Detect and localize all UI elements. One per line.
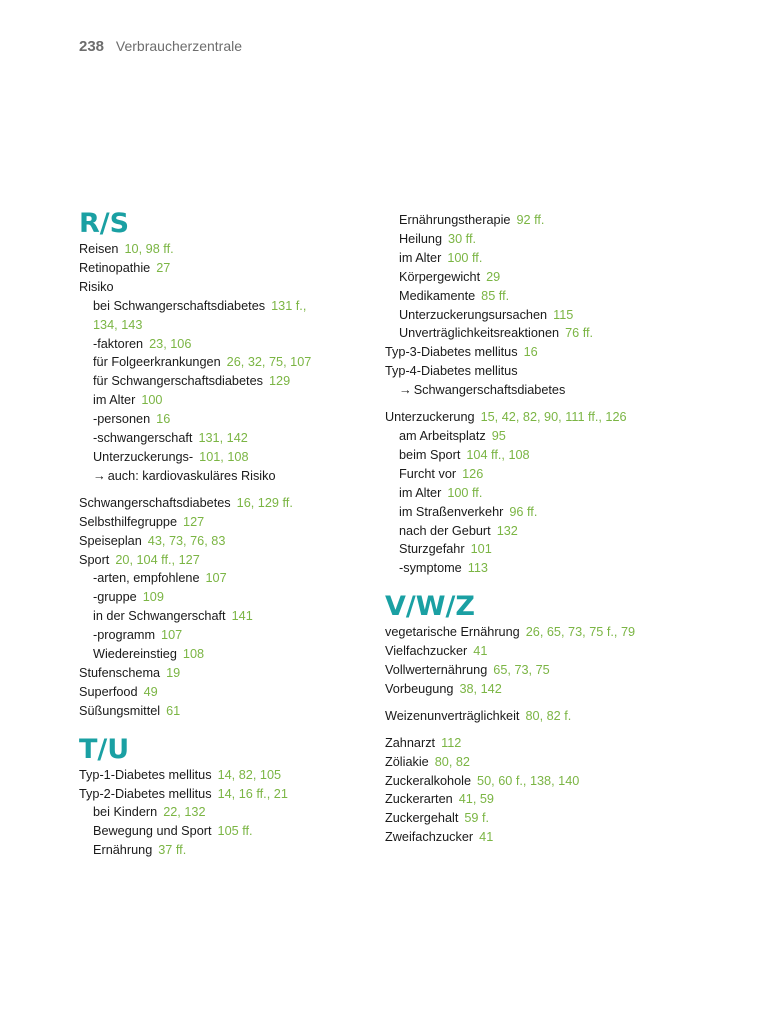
index-entry: Vielfachzucker 41 [385,644,488,659]
running-title: Verbraucherzentrale [115,38,242,54]
index-entry: Retinopathie 27 [79,260,171,275]
index-subentry: Heilung 30 ff. [399,231,477,246]
index-subentry: -schwangerschaft 131, 142 [93,431,248,446]
index-subentry: im Straßenverkehr 96 ff. [399,504,538,519]
index-entry: Sport 20, 104 ff., 127 [79,552,200,567]
section-heading-vwz: V/W/Z [385,591,475,623]
index-crossref: → Schwangerschaftsdiabetes [399,383,566,398]
index-entry: Zuckeralkohole 50, 60 f., 138, 140 [385,773,580,788]
index-subentry: -faktoren 23, 106 [93,336,192,351]
index-subentry: bei Kindern 22, 132 [93,805,206,820]
index-entry: Unterzuckerung 15, 42, 82, 90, 111 ff., 126 [385,410,627,425]
index-entry: Typ-3-Diabetes mellitus 16 [385,345,538,360]
index-entry: vegetarische Ernährung 26, 65, 73, 75 f., 79 [385,625,636,640]
index-subentry: Medikamente 85 ff. [399,288,510,303]
index-subentry: nach der Geburt 132 [399,523,518,538]
index-subentry: -symptome 113 [399,561,488,576]
index-subentry: im Alter 100 ff. [399,250,483,265]
index-entry: Zahnarzt 112 [385,735,462,750]
index-entry: Superfood 49 [79,684,158,699]
index-subentry: im Alter 100 [93,393,163,408]
index-crossref: → auch: kardiovaskuläres Risiko [93,468,276,483]
index-subentry: Körpergewicht 29 [399,269,501,284]
index-entry: Typ-4-Diabetes mellitus [385,364,518,379]
page-header [79,38,242,55]
index-subentry: in der Schwangerschaft 141 [93,609,253,624]
index-subentry: Unverträglichkeitsreaktionen 76 ff. [399,326,594,341]
index-subentry: bei Schwangerschaftsdiabetes 131 f., [93,298,307,313]
index-entry: Zuckergehalt 59 f. [385,811,490,826]
index-subentry: Ernährung 37 ff. [93,843,187,858]
index-entry: Vorbeugung 38, 142 [385,681,502,696]
index-subentry: für Folgeerkrankungen 26, 32, 75, 107 [93,355,312,370]
index-entry: Typ-2-Diabetes mellitus 14, 16 ff., 21 [79,786,288,801]
index-subentry: beim Sport 104 ff., 108 [399,447,530,462]
index-entry: Reisen 10, 98 ff. [79,242,174,256]
arrow-right-icon: → [93,468,106,483]
arrow-right-icon: → [399,383,412,398]
index-column-left [79,208,409,860]
index-entry: Speiseplan 43, 73, 76, 83 [79,533,226,548]
index-entry: Zweifachzucker 41 [385,830,494,845]
section-heading-tu: T/U [79,733,130,765]
index-subentry: -programm 107 [93,628,183,643]
index-subentry: Unterzuckerungs- 101, 108 [93,449,249,464]
index-subentry: Sturzgefahr 101 [399,542,492,557]
index-entry: Stufenschema 19 [79,665,181,680]
index-subentry: für Schwangerschaftsdiabetes 129 [93,374,291,389]
index-subentry: -arten, empfohlene 107 [93,571,227,586]
index-entry: Zöliakie 80, 82 [385,754,470,769]
index-subentry: Wiedereinstieg 108 [93,647,205,662]
index-subentry: am Arbeitsplatz 95 [399,428,506,443]
index-entry: Typ-1-Diabetes mellitus 14, 82, 105 [79,767,282,782]
index-continuation: 134, 143 [93,317,143,332]
index-entry: Schwangerschaftsdiabetes 16, 129 ff. [79,495,293,510]
index-column-right [385,211,715,847]
index-subentry: Unterzuckerungsursachen 115 [399,307,574,322]
index-entry: Selbsthilfegruppe 127 [79,514,205,529]
index-entry: Risiko [79,279,114,294]
index-subentry: -personen 16 [93,412,171,427]
section-heading-rs: R/S [79,208,130,239]
index-entry: Süßungsmittel 61 [79,703,181,718]
index-subentry: -gruppe 109 [93,590,164,605]
index-subentry: im Alter 100 ff. [399,485,483,500]
index-subentry: Furcht vor 126 [399,466,484,481]
index-entry: Vollwerternährung 65, 73, 75 [385,663,550,678]
page-number: 238 [79,38,105,55]
index-entry: Weizenunverträglichkeit 80, 82 f. [385,708,572,723]
index-subentry: Ernährungstherapie 92 ff. [399,213,545,227]
index-entry: Zuckerarten 41, 59 [385,792,494,807]
index-subentry: Bewegung und Sport 105 ff. [93,824,253,839]
